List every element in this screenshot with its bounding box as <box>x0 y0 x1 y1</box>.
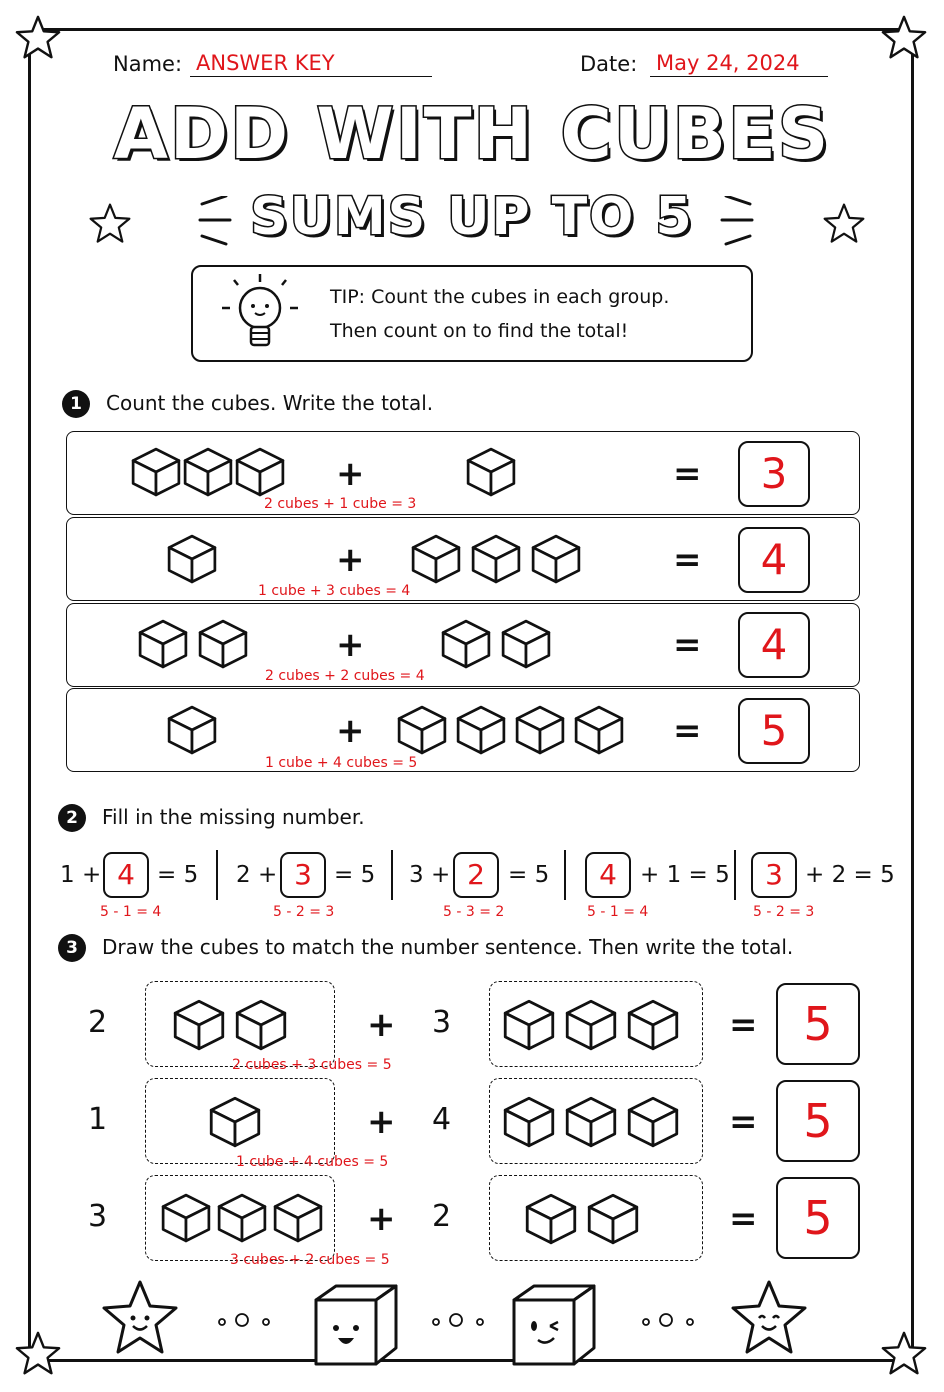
cube-icon <box>530 533 582 585</box>
sparkle-lines-icon <box>196 196 236 246</box>
star-icon <box>820 202 868 246</box>
plus-sign: + <box>336 540 365 580</box>
s1-hint: 2 cubes + 1 cube = 3 <box>264 496 417 512</box>
cube-icon <box>470 533 522 585</box>
lightbulb-icon <box>222 270 302 360</box>
cube-icon <box>166 533 218 585</box>
page-subtitle: SUMS UP TO 5 <box>250 187 694 247</box>
equals-sign: = <box>673 711 702 751</box>
cube-icon <box>524 1192 578 1246</box>
s1-answer-box[interactable]: 5 <box>738 698 810 764</box>
s1-hint: 2 cubes + 2 cubes = 4 <box>265 668 425 684</box>
star-icon <box>86 202 134 246</box>
cube-icon <box>465 446 517 498</box>
section-2-title: Fill in the missing number. <box>102 805 365 829</box>
s2-answer-box[interactable]: 3 <box>280 852 326 898</box>
plus-sign: + <box>336 454 365 494</box>
name-field[interactable]: ANSWER KEY <box>190 50 432 77</box>
s3-hint: 3 cubes + 2 cubes = 5 <box>230 1252 390 1268</box>
star-icon <box>14 14 62 62</box>
cube-icon <box>502 998 556 1052</box>
s2-answer-box[interactable]: 3 <box>751 852 797 898</box>
s2-problem-1-right: = 5 <box>157 862 199 888</box>
plus-sign: + <box>367 1005 396 1045</box>
s1-answer-box[interactable]: 3 <box>738 441 810 507</box>
s3-addend-b: 3 <box>432 1005 452 1040</box>
cube-icon <box>208 1095 262 1149</box>
sparkle-lines-icon <box>716 196 756 246</box>
cube-icon <box>455 704 507 756</box>
s2-answer-box[interactable]: 4 <box>103 852 149 898</box>
plus-sign: + <box>336 711 365 751</box>
page-title: ADD WITH CUBES <box>113 93 831 175</box>
tip-line-2: Then count on to find the total! <box>330 320 629 342</box>
s2-problem-5-right: + 2 = 5 <box>805 862 895 888</box>
cube-icon <box>626 998 680 1052</box>
cube-character-icon <box>310 1282 402 1368</box>
cube-icon <box>564 1095 618 1149</box>
cube-icon <box>130 446 182 498</box>
divider <box>391 850 393 900</box>
s3-answer-box[interactable]: 5 <box>776 983 860 1065</box>
equals-sign: = <box>673 625 702 665</box>
cube-icon <box>272 1192 324 1244</box>
cube-icon <box>500 618 552 670</box>
star-icon <box>880 14 928 62</box>
bubbles-icon <box>430 1310 490 1330</box>
s2-problem-3-right: = 5 <box>508 862 550 888</box>
plus-sign: + <box>367 1102 396 1142</box>
bubbles-icon <box>640 1310 700 1330</box>
s1-answer-box[interactable]: 4 <box>738 612 810 678</box>
s1-answer-box[interactable]: 4 <box>738 527 810 593</box>
star-icon <box>14 1330 62 1378</box>
cube-icon <box>396 704 448 756</box>
bubbles-icon <box>216 1310 276 1330</box>
name-label: Name: <box>113 52 183 76</box>
plus-sign: + <box>336 625 365 665</box>
star-character-icon <box>724 1278 814 1360</box>
cube-icon <box>514 704 566 756</box>
equals-sign: = <box>729 1102 758 1142</box>
cube-icon <box>234 446 286 498</box>
cube-icon <box>172 998 226 1052</box>
s2-problem-4-right: + 1 = 5 <box>640 862 730 888</box>
cube-icon <box>626 1095 680 1149</box>
date-label: Date: <box>580 52 638 76</box>
cube-icon <box>440 618 492 670</box>
s3-addend-a: 1 <box>88 1102 108 1137</box>
cube-icon <box>166 704 218 756</box>
s3-answer-box[interactable]: 5 <box>776 1177 860 1259</box>
s2-hint: 5 - 1 = 4 <box>587 904 649 920</box>
equals-sign: = <box>729 1199 758 1239</box>
s3-answer-box[interactable]: 5 <box>776 1080 860 1162</box>
section-3-number: 3 <box>58 934 86 962</box>
s2-answer-box[interactable]: 4 <box>585 852 631 898</box>
s2-hint: 5 - 2 = 3 <box>273 904 335 920</box>
s1-hint: 1 cube + 4 cubes = 5 <box>265 755 418 771</box>
section-2-number: 2 <box>58 804 86 832</box>
s2-answer-box[interactable]: 2 <box>453 852 499 898</box>
date-field[interactable]: May 24, 2024 <box>650 50 828 77</box>
cube-icon <box>573 704 625 756</box>
s3-addend-a: 2 <box>88 1005 108 1040</box>
section-3-title: Draw the cubes to match the number sentence. Then write the total. <box>102 935 794 959</box>
cube-icon <box>160 1192 212 1244</box>
section-1-title: Count the cubes. Write the total. <box>106 391 434 415</box>
divider <box>216 850 218 900</box>
plus-sign: + <box>367 1199 396 1239</box>
cube-icon <box>197 618 249 670</box>
equals-sign: = <box>673 454 702 494</box>
cube-icon <box>410 533 462 585</box>
s2-problem-1-left: 1 + <box>60 862 102 888</box>
s1-hint: 1 cube + 3 cubes = 4 <box>258 583 411 599</box>
s3-hint: 1 cube + 4 cubes = 5 <box>236 1154 389 1170</box>
s3-addend-a: 3 <box>88 1199 108 1234</box>
cube-icon <box>586 1192 640 1246</box>
s3-addend-b: 4 <box>432 1102 452 1137</box>
star-icon <box>880 1330 928 1378</box>
cube-icon <box>502 1095 556 1149</box>
section-1-number: 1 <box>62 390 90 418</box>
s2-hint: 5 - 3 = 2 <box>443 904 505 920</box>
equals-sign: = <box>673 540 702 580</box>
tip-line-1: TIP: Count the cubes in each group. <box>330 286 670 308</box>
s2-problem-3-left: 3 + <box>409 862 451 888</box>
cube-icon <box>234 998 288 1052</box>
s2-hint: 5 - 1 = 4 <box>100 904 162 920</box>
cube-icon <box>564 998 618 1052</box>
divider <box>564 850 566 900</box>
s3-addend-b: 2 <box>432 1199 452 1234</box>
cube-icon <box>137 618 189 670</box>
s2-problem-2-right: = 5 <box>334 862 376 888</box>
s3-hint: 2 cubes + 3 cubes = 5 <box>232 1057 392 1073</box>
equals-sign: = <box>729 1005 758 1045</box>
cube-character-icon <box>508 1282 600 1368</box>
s2-problem-2-left: 2 + <box>236 862 278 888</box>
cube-icon <box>216 1192 268 1244</box>
star-character-icon <box>98 1278 182 1360</box>
s2-hint: 5 - 2 = 3 <box>753 904 815 920</box>
cube-icon <box>182 446 234 498</box>
divider <box>734 850 736 900</box>
